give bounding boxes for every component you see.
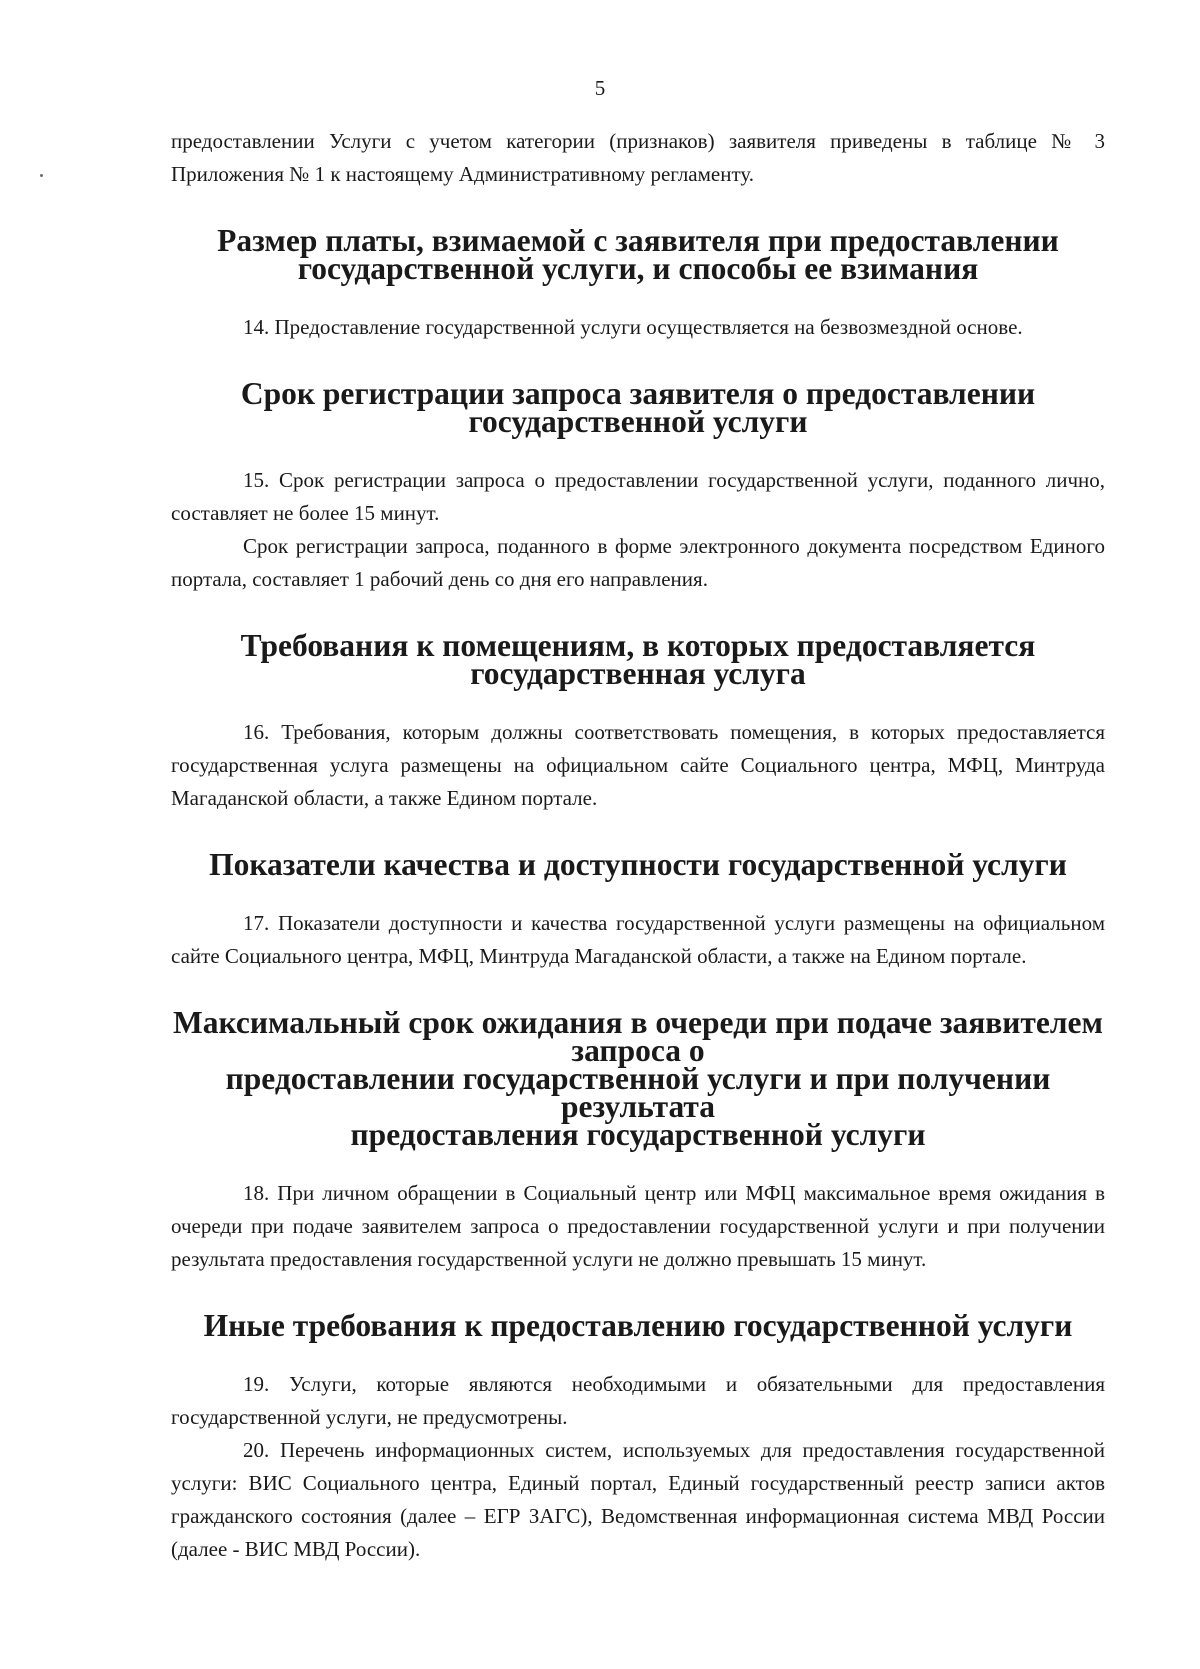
heading-line: Срок регистрации запроса заявителя о предоставлении государственной услуги xyxy=(240,376,1036,439)
heading-line: Размер платы, взимаемой с заявителя при предоставлении xyxy=(217,223,1059,258)
heading-line: государственная услуга xyxy=(470,656,806,691)
heading-line: предоставлении государственной услуги и при получении результата xyxy=(225,1061,1051,1124)
paragraph-16: 16. Требования, которым должны соответствовать помещения, в которых предоставляется государственная услуга размещены на официальном сайте Социального центра, МФЦ, Минтруда Магаданской области, а также Едином портале. xyxy=(171,720,1105,810)
heading-line: Требования к помещениям, в которых предоставляется xyxy=(240,628,1036,663)
document-body xyxy=(171,125,1105,1566)
paragraph-17: 17. Показатели доступности и качества государственной услуги размещены на официальном сайте Социального центра, МФЦ, Минтруда Магаданской области, а также на Едином портале. xyxy=(171,911,1105,968)
scan-speck xyxy=(40,174,43,177)
heading-premises-requirements xyxy=(171,628,1105,691)
paragraph-20: 20. Перечень информационных систем, используемых для предоставления государственной услуги: ВИС Социального центра, Единый портал, Единый государственный реестр записи актов гражданского состояния (далее – ЕГР ЗАГС), Ведомственная информационная система МВД России (далее - ВИС МВД России). xyxy=(171,1438,1105,1561)
heading-quality-indicators xyxy=(171,847,1105,882)
heading-line: предоставления государственной услуги xyxy=(350,1117,926,1152)
heading-line: Максимальный срок ожидания в очереди при подаче заявителем запроса о xyxy=(173,1005,1103,1068)
paragraph-15: 15. Срок регистрации запроса о предоставлении государственной услуги, поданного лично, составляет не более 15 минут. xyxy=(171,468,1105,525)
paragraph-15-electronic: Срок регистрации запроса, поданного в форме электронного документа посредством Единого портала, составляет 1 рабочий день со дня его направления. xyxy=(171,534,1105,591)
heading-other-requirements xyxy=(171,1308,1105,1343)
heading-max-waiting-time xyxy=(171,1005,1105,1152)
heading-line: Показатели качества и доступности государственной услуги xyxy=(209,847,1067,882)
paragraph-18: 18. При личном обращении в Социальный центр или МФЦ максимальное время ожидания в очереди при подаче заявителем запроса о предоставлении государственной услуги и при получении результата предоставления государственной услуги не должно превышать 15 минут. xyxy=(171,1181,1105,1271)
paragraph-intro-continuation: предоставлении Услуги с учетом категории (признаков) заявителя приведены в таблице № 3 Приложения № 1 к настоящему Административному регламенту. xyxy=(171,129,1105,186)
heading-fee-size xyxy=(171,223,1105,286)
heading-line: государственной услуги, и способы ее взимания xyxy=(297,251,979,286)
page-number: 5 xyxy=(594,76,606,100)
paragraph-19: 19. Услуги, которые являются необходимыми и обязательными для предоставления государственной услуги, не предусмотрены. xyxy=(171,1372,1105,1429)
heading-registration-term xyxy=(171,376,1105,439)
paragraph-14: 14. Предоставление государственной услуги осуществляется на безвозмездной основе. xyxy=(243,315,1023,339)
heading-line: Иные требования к предоставлению государственной услуги xyxy=(203,1308,1073,1343)
